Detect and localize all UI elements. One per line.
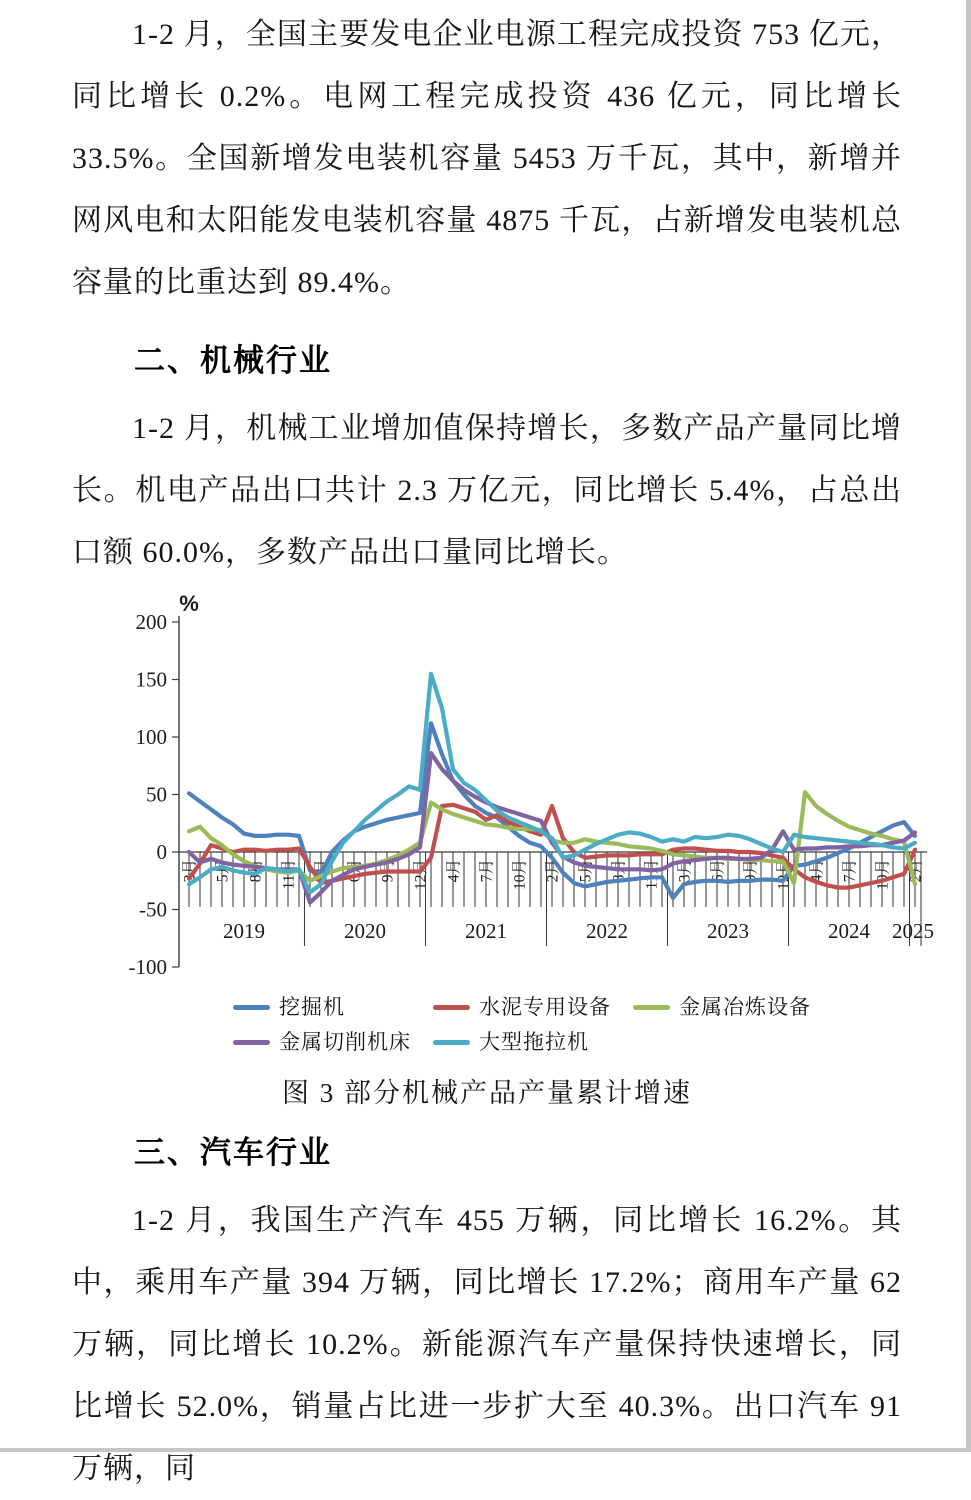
legend-label: 挖掘机 bbox=[279, 995, 345, 1019]
year-label: 2025 bbox=[892, 919, 934, 943]
heading-machinery-industry: 二、机械行业 bbox=[134, 343, 332, 378]
chart-legend bbox=[233, 993, 902, 1057]
year-label: 2022 bbox=[586, 919, 628, 943]
month-tick-label: 3月 bbox=[313, 859, 331, 883]
figure-caption: 图 3 部分机械产品产量累计增速 bbox=[282, 1078, 692, 1108]
y-tick-label: 0 bbox=[156, 840, 167, 864]
month-tick-label: 11月 bbox=[643, 859, 661, 890]
month-tick-label: 2月 bbox=[544, 859, 562, 883]
legend-line-swatch bbox=[233, 1005, 270, 1010]
month-tick-label: 8月 bbox=[610, 859, 628, 883]
y-tick-label: -100 bbox=[128, 955, 167, 979]
legend-label: 水泥专用设备 bbox=[479, 995, 611, 1019]
chart-svg bbox=[127, 590, 939, 986]
paragraph-auto: 1-2 月，我国生产汽车 455 万辆，同比增长 16.2%。其中，乘用车产量 394 万辆，同比增长 17.2%；商用车产量 62 万辆，同比增长 10.2%。新能源汽车产量保持快速增长，同比增长 52.0%，销量占比进一步扩大至 40.3%。出口汽车 91 万辆，同 bbox=[72, 1204, 902, 1485]
month-tick-label: 7月 bbox=[841, 859, 859, 883]
month-tick-label: 10月 bbox=[511, 859, 529, 891]
year-label: 2021 bbox=[465, 919, 507, 943]
figure-chart bbox=[127, 590, 934, 991]
legend-item-大型拖拉机 bbox=[433, 1028, 633, 1057]
legend-item-金属冶炼设备 bbox=[633, 993, 902, 1022]
y-tick-label: 200 bbox=[135, 610, 167, 634]
month-tick-label: 6月 bbox=[346, 859, 364, 883]
paragraph-machinery: 1-2 月，机械工业增加值保持增长，多数产品产量同比增长。机电产品出口共计 2.3 万亿元，同比增长 5.4%，占总出口额 60.0%，多数产品出口量同比增长。 bbox=[72, 412, 902, 569]
month-tick-label: 12月 bbox=[412, 859, 430, 891]
month-tick-label: 9月 bbox=[379, 859, 397, 883]
y-tick-label: -50 bbox=[139, 897, 167, 922]
legend-line-swatch bbox=[433, 1040, 470, 1045]
paragraph-power-investment: 1-2 月，全国主要发电企业电源工程完成投资 753 亿元，同比增长 0.2%。电网工程完成投资 436 亿元，同比增长 33.5%。全国新增发电装机容量 5453 万千瓦，其中，新增并网风电和太阳能发电装机容量 4875 千瓦，占新增发电装机总容量的比重达到 89.4%。 bbox=[72, 18, 902, 299]
legend-line-swatch bbox=[433, 1005, 470, 1010]
legend-line-swatch bbox=[233, 1040, 270, 1045]
year-label: 2024 bbox=[828, 919, 870, 943]
y-tick-label: 150 bbox=[135, 667, 167, 692]
month-tick-label: 6月 bbox=[709, 859, 727, 883]
legend-line-swatch bbox=[633, 1005, 670, 1010]
month-tick-label: 10月 bbox=[874, 859, 892, 891]
month-tick-label: 11月 bbox=[280, 859, 298, 890]
year-label: 2020 bbox=[344, 919, 386, 943]
y-tick-label: 100 bbox=[135, 725, 167, 749]
month-tick-label: 7月 bbox=[478, 859, 496, 883]
year-label: 2019 bbox=[223, 919, 265, 943]
heading-auto-industry: 三、汽车行业 bbox=[134, 1135, 332, 1170]
month-tick-label: 4月 bbox=[445, 859, 463, 883]
month-tick-label: 5月 bbox=[214, 859, 232, 883]
month-tick-label: 5月 bbox=[577, 859, 595, 883]
year-label: 2023 bbox=[707, 919, 749, 943]
y-tick-label: 50 bbox=[146, 782, 167, 807]
legend-label: 大型拖拉机 bbox=[479, 1030, 589, 1054]
month-tick-label: 3月 bbox=[676, 859, 694, 883]
legend-label: 金属冶炼设备 bbox=[679, 995, 811, 1019]
month-tick-label: 2月 bbox=[181, 859, 199, 883]
month-tick-label: 8月 bbox=[247, 859, 265, 883]
legend-item-金属切削机床 bbox=[233, 1028, 433, 1057]
y-axis-unit: % bbox=[179, 591, 199, 616]
month-tick-label: 9月 bbox=[742, 859, 760, 883]
legend-item-水泥专用设备 bbox=[433, 993, 633, 1022]
legend-label: 金属切削机床 bbox=[279, 1030, 411, 1054]
month-tick-label: 4月 bbox=[808, 859, 826, 883]
month-tick-label: 12月 bbox=[775, 859, 793, 891]
legend-item-挖掘机 bbox=[233, 993, 433, 1022]
month-tick-label: 2月 bbox=[907, 859, 925, 883]
